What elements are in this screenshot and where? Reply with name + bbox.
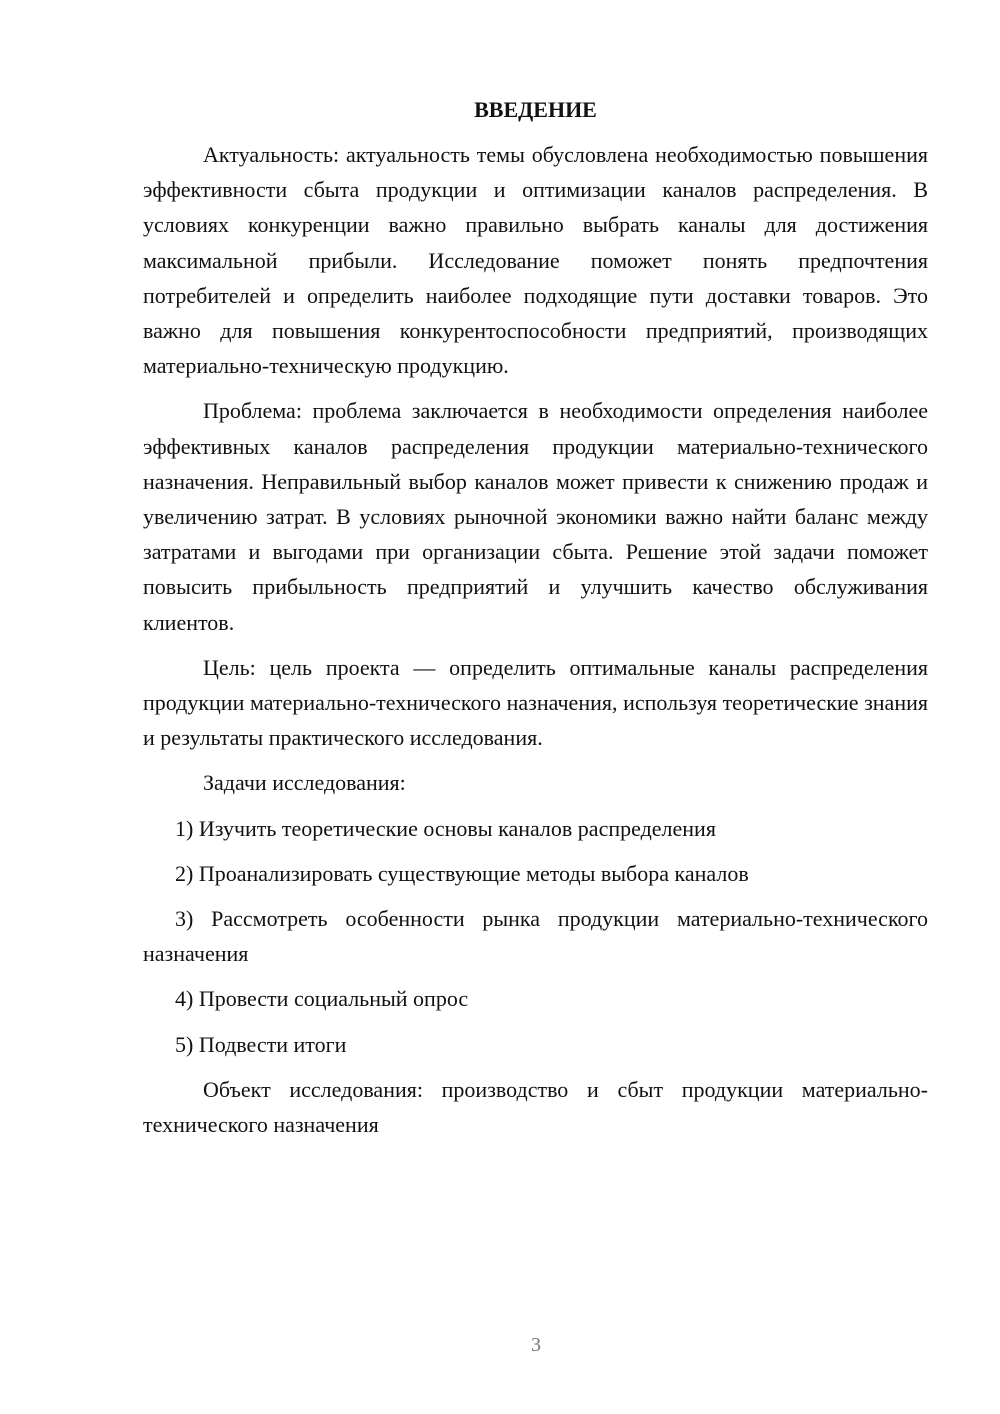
task-item-4: 4) Провести социальный опрос <box>175 986 469 1012</box>
page-title: ВВЕДЕНИЕ <box>474 97 597 122</box>
task-item-1: 1) Изучить теоретические основы каналов распределения <box>175 815 716 841</box>
tasks-heading: Задачи исследования: <box>203 770 406 796</box>
task-item-2: 2) Проанализировать существующие методы выбора каналов <box>175 860 749 886</box>
page-number: 3 <box>531 1334 541 1356</box>
problem-paragraph: Проблема: проблема заключается в необходимости определения наиболее эффективных каналов распределения продукции материально-технического назначения. Неправильный выбор каналов может привести к снижению продаж и увеличению затрат. В условиях рыночной экономики важно найти баланс между затратами и выгодами при организации сбыта. Решение этой задачи поможет повысить прибыльность предприятий и улучшить качество обслуживания клиентов. <box>143 398 928 635</box>
page-body <box>143 95 928 1142</box>
goal-paragraph: Цель: цель проекта — определить оптимальные каналы распределения продукции материально-технического назначения, используя теоретические знания и результаты практического исследования. <box>143 654 928 751</box>
research-object-paragraph: Объект исследования: производство и сбыт продукции материально-технического назначения <box>143 1076 928 1138</box>
task-item-5: 5) Подвести итоги <box>175 1031 347 1057</box>
task-item-3: 3) Рассмотреть особенности рынка продукции материально-технического назначения <box>143 906 928 967</box>
relevance-paragraph: Актуальность: актуальность темы обусловлена необходимостью повышения эффективности сбыта продукции и оптимизации каналов распределения. В условиях конкуренции важно правильно выбрать каналы для достижения максимальной прибыли. Исследование поможет понять предпочтения потребителей и определить наиболее подходящие пути доставки товаров. Это важно для повышения конкурентоспособности предприятий, производящих материально-техническую продукцию. <box>143 142 928 379</box>
